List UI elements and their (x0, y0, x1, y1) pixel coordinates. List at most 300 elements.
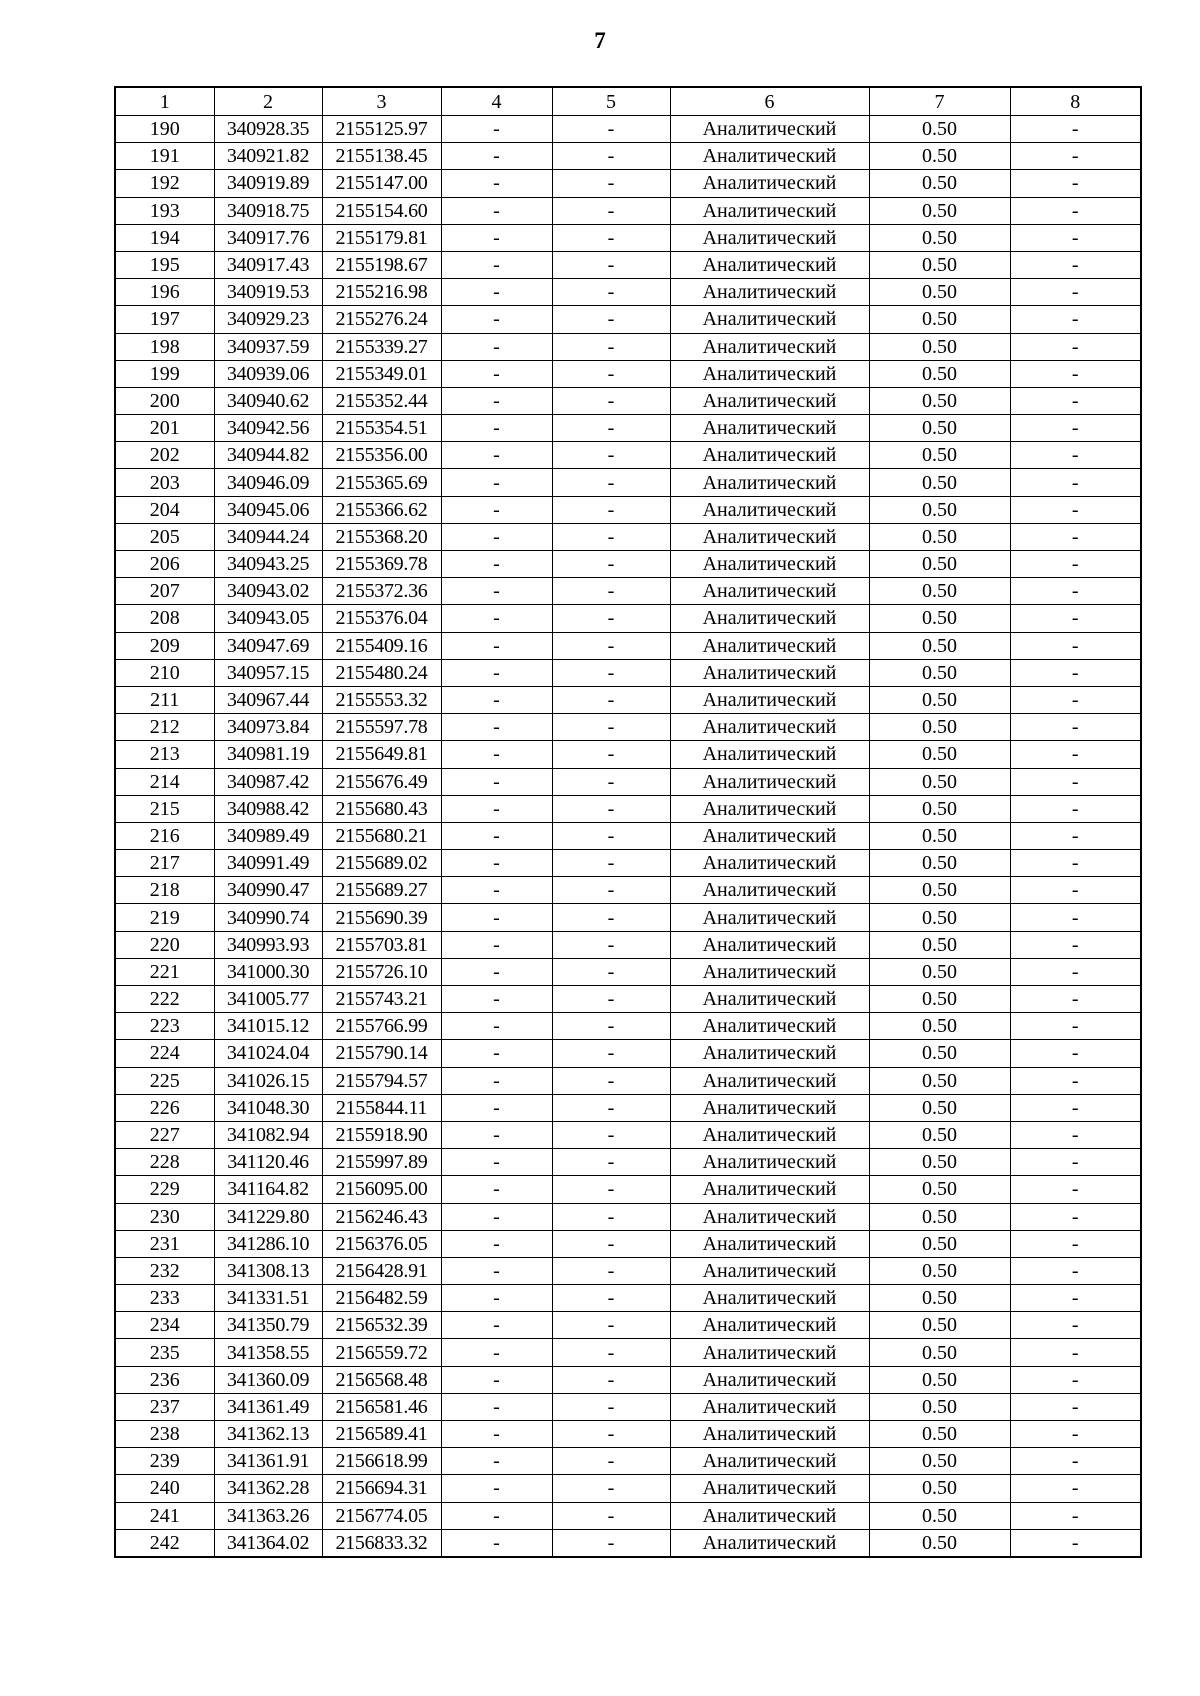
y-coordinate-cell: 2156568.48 (322, 1366, 441, 1393)
table-row (115, 306, 1141, 333)
col5-cell: - (552, 1230, 670, 1257)
point-number-cell: 204 (115, 496, 214, 523)
table-row (115, 1285, 1141, 1312)
y-coordinate-cell: 2156774.05 (322, 1502, 441, 1529)
col4-cell: - (441, 1502, 552, 1529)
x-coordinate-cell: 340993.93 (214, 931, 322, 958)
table-row (115, 442, 1141, 469)
col5-cell: - (552, 306, 670, 333)
point-number-cell: 230 (115, 1203, 214, 1230)
col8-cell: - (1010, 986, 1141, 1013)
col5-cell: - (552, 551, 670, 578)
y-coordinate-cell: 2155198.67 (322, 251, 441, 278)
x-coordinate-cell: 341308.13 (214, 1257, 322, 1284)
col5-cell: - (552, 904, 670, 931)
method-cell: Аналитический (670, 1312, 869, 1339)
y-coordinate-cell: 2155680.43 (322, 795, 441, 822)
table-row (115, 578, 1141, 605)
method-cell: Аналитический (670, 1040, 869, 1067)
x-coordinate-cell: 340945.06 (214, 496, 322, 523)
method-cell: Аналитический (670, 1421, 869, 1448)
col8-cell: - (1010, 523, 1141, 550)
col8-cell: - (1010, 605, 1141, 632)
col8-cell: - (1010, 714, 1141, 741)
point-number-cell: 201 (115, 415, 214, 442)
col5-cell: - (552, 632, 670, 659)
point-number-cell: 195 (115, 251, 214, 278)
col8-cell: - (1010, 1176, 1141, 1203)
col5-cell: - (552, 686, 670, 713)
col5-cell: - (552, 360, 670, 387)
col4-cell: - (441, 1285, 552, 1312)
col5-cell: - (552, 197, 670, 224)
table-row (115, 551, 1141, 578)
point-number-cell: 194 (115, 224, 214, 251)
y-coordinate-cell: 2156376.05 (322, 1230, 441, 1257)
method-cell: Аналитический (670, 1013, 869, 1040)
col8-cell: - (1010, 578, 1141, 605)
x-coordinate-cell: 340989.49 (214, 822, 322, 849)
y-coordinate-cell: 2155366.62 (322, 496, 441, 523)
x-coordinate-cell: 340937.59 (214, 333, 322, 360)
point-number-cell: 200 (115, 387, 214, 414)
accuracy-cell: 0.50 (869, 714, 1010, 741)
y-coordinate-cell: 2155352.44 (322, 387, 441, 414)
col5-cell: - (552, 251, 670, 278)
method-cell: Аналитический (670, 1176, 869, 1203)
table-row (115, 795, 1141, 822)
x-coordinate-cell: 341120.46 (214, 1149, 322, 1176)
col4-cell: - (441, 659, 552, 686)
table-row (115, 958, 1141, 985)
accuracy-cell: 0.50 (869, 1529, 1010, 1557)
method-cell: Аналитический (670, 1230, 869, 1257)
col4-cell: - (441, 1230, 552, 1257)
y-coordinate-cell: 2155676.49 (322, 768, 441, 795)
accuracy-cell: 0.50 (869, 1421, 1010, 1448)
column-header: 1 (115, 87, 214, 116)
x-coordinate-cell: 341229.80 (214, 1203, 322, 1230)
col4-cell: - (441, 1121, 552, 1148)
col4-cell: - (441, 1448, 552, 1475)
point-number-cell: 213 (115, 741, 214, 768)
accuracy-cell: 0.50 (869, 1203, 1010, 1230)
point-number-cell: 205 (115, 523, 214, 550)
y-coordinate-cell: 2156589.41 (322, 1421, 441, 1448)
accuracy-cell: 0.50 (869, 1393, 1010, 1420)
method-cell: Аналитический (670, 143, 869, 170)
table-row (115, 605, 1141, 632)
col4-cell: - (441, 1339, 552, 1366)
accuracy-cell: 0.50 (869, 931, 1010, 958)
point-number-cell: 198 (115, 333, 214, 360)
col4-cell: - (441, 333, 552, 360)
col4-cell: - (441, 931, 552, 958)
col8-cell: - (1010, 360, 1141, 387)
accuracy-cell: 0.50 (869, 279, 1010, 306)
accuracy-cell: 0.50 (869, 442, 1010, 469)
table-row (115, 279, 1141, 306)
accuracy-cell: 0.50 (869, 850, 1010, 877)
y-coordinate-cell: 2155125.97 (322, 116, 441, 143)
col5-cell: - (552, 1529, 670, 1557)
col4-cell: - (441, 1149, 552, 1176)
y-coordinate-cell: 2155997.89 (322, 1149, 441, 1176)
col4-cell: - (441, 822, 552, 849)
method-cell: Аналитический (670, 1366, 869, 1393)
col8-cell: - (1010, 795, 1141, 822)
table-row (115, 686, 1141, 713)
table-header (115, 87, 1141, 116)
y-coordinate-cell: 2155743.21 (322, 986, 441, 1013)
y-coordinate-cell: 2155276.24 (322, 306, 441, 333)
col8-cell: - (1010, 1257, 1141, 1284)
header-row (115, 87, 1141, 116)
accuracy-cell: 0.50 (869, 1312, 1010, 1339)
method-cell: Аналитический (670, 469, 869, 496)
x-coordinate-cell: 340929.23 (214, 306, 322, 333)
col5-cell: - (552, 1421, 670, 1448)
point-number-cell: 228 (115, 1149, 214, 1176)
col4-cell: - (441, 442, 552, 469)
col5-cell: - (552, 1067, 670, 1094)
accuracy-cell: 0.50 (869, 741, 1010, 768)
col4-cell: - (441, 1176, 552, 1203)
accuracy-cell: 0.50 (869, 659, 1010, 686)
col5-cell: - (552, 1149, 670, 1176)
col4-cell: - (441, 850, 552, 877)
y-coordinate-cell: 2156618.99 (322, 1448, 441, 1475)
method-cell: Аналитический (670, 1067, 869, 1094)
y-coordinate-cell: 2155372.36 (322, 578, 441, 605)
y-coordinate-cell: 2155844.11 (322, 1094, 441, 1121)
table-row (115, 931, 1141, 958)
x-coordinate-cell: 341364.02 (214, 1529, 322, 1557)
accuracy-cell: 0.50 (869, 1448, 1010, 1475)
accuracy-cell: 0.50 (869, 958, 1010, 985)
col4-cell: - (441, 251, 552, 278)
col8-cell: - (1010, 251, 1141, 278)
col8-cell: - (1010, 1421, 1141, 1448)
col5-cell: - (552, 1339, 670, 1366)
method-cell: Аналитический (670, 1502, 869, 1529)
accuracy-cell: 0.50 (869, 1502, 1010, 1529)
point-number-cell: 226 (115, 1094, 214, 1121)
method-cell: Аналитический (670, 360, 869, 387)
accuracy-cell: 0.50 (869, 251, 1010, 278)
col4-cell: - (441, 279, 552, 306)
col4-cell: - (441, 605, 552, 632)
y-coordinate-cell: 2155689.02 (322, 850, 441, 877)
method-cell: Аналитический (670, 1529, 869, 1557)
accuracy-cell: 0.50 (869, 822, 1010, 849)
y-coordinate-cell: 2155703.81 (322, 931, 441, 958)
col5-cell: - (552, 1121, 670, 1148)
col4-cell: - (441, 1366, 552, 1393)
col5-cell: - (552, 1203, 670, 1230)
col4-cell: - (441, 197, 552, 224)
y-coordinate-cell: 2156246.43 (322, 1203, 441, 1230)
table-row (115, 632, 1141, 659)
x-coordinate-cell: 341363.26 (214, 1502, 322, 1529)
method-cell: Аналитический (670, 1393, 869, 1420)
table-row (115, 822, 1141, 849)
col4-cell: - (441, 877, 552, 904)
y-coordinate-cell: 2155154.60 (322, 197, 441, 224)
x-coordinate-cell: 340957.15 (214, 659, 322, 686)
table-row (115, 768, 1141, 795)
point-number-cell: 239 (115, 1448, 214, 1475)
col4-cell: - (441, 795, 552, 822)
x-coordinate-cell: 340943.25 (214, 551, 322, 578)
point-number-cell: 197 (115, 306, 214, 333)
x-coordinate-cell: 340919.53 (214, 279, 322, 306)
y-coordinate-cell: 2155354.51 (322, 415, 441, 442)
col5-cell: - (552, 741, 670, 768)
table-row (115, 197, 1141, 224)
method-cell: Аналитический (670, 306, 869, 333)
coordinates-table (114, 86, 1142, 1558)
point-number-cell: 234 (115, 1312, 214, 1339)
table-row (115, 1013, 1141, 1040)
x-coordinate-cell: 340947.69 (214, 632, 322, 659)
col5-cell: - (552, 768, 670, 795)
method-cell: Аналитический (670, 904, 869, 931)
accuracy-cell: 0.50 (869, 1230, 1010, 1257)
y-coordinate-cell: 2156559.72 (322, 1339, 441, 1366)
col8-cell: - (1010, 1230, 1141, 1257)
method-cell: Аналитический (670, 850, 869, 877)
point-number-cell: 218 (115, 877, 214, 904)
y-coordinate-cell: 2155147.00 (322, 170, 441, 197)
table-row (115, 224, 1141, 251)
col4-cell: - (441, 1475, 552, 1502)
x-coordinate-cell: 341005.77 (214, 986, 322, 1013)
table-row (115, 1529, 1141, 1557)
method-cell: Аналитический (670, 605, 869, 632)
method-cell: Аналитический (670, 1339, 869, 1366)
col8-cell: - (1010, 1366, 1141, 1393)
accuracy-cell: 0.50 (869, 333, 1010, 360)
method-cell: Аналитический (670, 1203, 869, 1230)
col4-cell: - (441, 551, 552, 578)
accuracy-cell: 0.50 (869, 1094, 1010, 1121)
y-coordinate-cell: 2155689.27 (322, 877, 441, 904)
y-coordinate-cell: 2155216.98 (322, 279, 441, 306)
col4-cell: - (441, 224, 552, 251)
table-row (115, 904, 1141, 931)
accuracy-cell: 0.50 (869, 1121, 1010, 1148)
point-number-cell: 193 (115, 197, 214, 224)
x-coordinate-cell: 341350.79 (214, 1312, 322, 1339)
accuracy-cell: 0.50 (869, 496, 1010, 523)
col5-cell: - (552, 469, 670, 496)
table-row (115, 1040, 1141, 1067)
point-number-cell: 191 (115, 143, 214, 170)
col8-cell: - (1010, 850, 1141, 877)
accuracy-cell: 0.50 (869, 1257, 1010, 1284)
col4-cell: - (441, 1421, 552, 1448)
method-cell: Аналитический (670, 279, 869, 306)
col4-cell: - (441, 496, 552, 523)
y-coordinate-cell: 2155368.20 (322, 523, 441, 550)
method-cell: Аналитический (670, 741, 869, 768)
table-row (115, 1421, 1141, 1448)
col5-cell: - (552, 578, 670, 605)
col5-cell: - (552, 333, 670, 360)
col5-cell: - (552, 931, 670, 958)
method-cell: Аналитический (670, 116, 869, 143)
accuracy-cell: 0.50 (869, 170, 1010, 197)
col4-cell: - (441, 306, 552, 333)
col8-cell: - (1010, 822, 1141, 849)
x-coordinate-cell: 341360.09 (214, 1366, 322, 1393)
table-row (115, 1502, 1141, 1529)
accuracy-cell: 0.50 (869, 306, 1010, 333)
x-coordinate-cell: 340917.43 (214, 251, 322, 278)
accuracy-cell: 0.50 (869, 1475, 1010, 1502)
x-coordinate-cell: 340981.19 (214, 741, 322, 768)
col5-cell: - (552, 958, 670, 985)
method-cell: Аналитический (670, 877, 869, 904)
accuracy-cell: 0.50 (869, 1366, 1010, 1393)
col5-cell: - (552, 1502, 670, 1529)
y-coordinate-cell: 2156833.32 (322, 1529, 441, 1557)
y-coordinate-cell: 2156581.46 (322, 1393, 441, 1420)
table-row (115, 1067, 1141, 1094)
col5-cell: - (552, 1285, 670, 1312)
col5-cell: - (552, 605, 670, 632)
col4-cell: - (441, 1257, 552, 1284)
point-number-cell: 221 (115, 958, 214, 985)
accuracy-cell: 0.50 (869, 904, 1010, 931)
x-coordinate-cell: 341015.12 (214, 1013, 322, 1040)
point-number-cell: 196 (115, 279, 214, 306)
point-number-cell: 212 (115, 714, 214, 741)
point-number-cell: 215 (115, 795, 214, 822)
col8-cell: - (1010, 1502, 1141, 1529)
accuracy-cell: 0.50 (869, 360, 1010, 387)
table-row (115, 1339, 1141, 1366)
y-coordinate-cell: 2155680.21 (322, 822, 441, 849)
table-row (115, 387, 1141, 414)
point-number-cell: 240 (115, 1475, 214, 1502)
y-coordinate-cell: 2155790.14 (322, 1040, 441, 1067)
col8-cell: - (1010, 1475, 1141, 1502)
accuracy-cell: 0.50 (869, 632, 1010, 659)
x-coordinate-cell: 340967.44 (214, 686, 322, 713)
x-coordinate-cell: 341286.10 (214, 1230, 322, 1257)
point-number-cell: 192 (115, 170, 214, 197)
table-row (115, 170, 1141, 197)
column-header: 8 (1010, 87, 1141, 116)
page-number: 7 (594, 28, 606, 53)
accuracy-cell: 0.50 (869, 1013, 1010, 1040)
col8-cell: - (1010, 143, 1141, 170)
x-coordinate-cell: 340991.49 (214, 850, 322, 877)
col5-cell: - (552, 1393, 670, 1420)
table-row (115, 1366, 1141, 1393)
method-cell: Аналитический (670, 659, 869, 686)
col8-cell: - (1010, 904, 1141, 931)
col8-cell: - (1010, 632, 1141, 659)
method-cell: Аналитический (670, 1475, 869, 1502)
table-row (115, 469, 1141, 496)
y-coordinate-cell: 2155376.04 (322, 605, 441, 632)
x-coordinate-cell: 341362.13 (214, 1421, 322, 1448)
point-number-cell: 233 (115, 1285, 214, 1312)
method-cell: Аналитический (670, 1257, 869, 1284)
y-coordinate-cell: 2155409.16 (322, 632, 441, 659)
col8-cell: - (1010, 224, 1141, 251)
table-row (115, 1203, 1141, 1230)
accuracy-cell: 0.50 (869, 469, 1010, 496)
y-coordinate-cell: 2156694.31 (322, 1475, 441, 1502)
accuracy-cell: 0.50 (869, 523, 1010, 550)
point-number-cell: 208 (115, 605, 214, 632)
col4-cell: - (441, 958, 552, 985)
x-coordinate-cell: 341358.55 (214, 1339, 322, 1366)
accuracy-cell: 0.50 (869, 116, 1010, 143)
table-row (115, 333, 1141, 360)
col5-cell: - (552, 170, 670, 197)
col4-cell: - (441, 116, 552, 143)
table-row (115, 360, 1141, 387)
table-row (115, 1230, 1141, 1257)
col4-cell: - (441, 1040, 552, 1067)
col4-cell: - (441, 578, 552, 605)
col8-cell: - (1010, 116, 1141, 143)
col8-cell: - (1010, 931, 1141, 958)
table-row (115, 741, 1141, 768)
table-row (115, 251, 1141, 278)
x-coordinate-cell: 340928.35 (214, 116, 322, 143)
x-coordinate-cell: 341361.91 (214, 1448, 322, 1475)
x-coordinate-cell: 340946.09 (214, 469, 322, 496)
y-coordinate-cell: 2155766.99 (322, 1013, 441, 1040)
table-row (115, 1312, 1141, 1339)
point-number-cell: 223 (115, 1013, 214, 1040)
point-number-cell: 214 (115, 768, 214, 795)
column-header: 4 (441, 87, 552, 116)
col5-cell: - (552, 1257, 670, 1284)
table-row (115, 1448, 1141, 1475)
col8-cell: - (1010, 1285, 1141, 1312)
col8-cell: - (1010, 1203, 1141, 1230)
col5-cell: - (552, 1094, 670, 1121)
x-coordinate-cell: 341331.51 (214, 1285, 322, 1312)
col8-cell: - (1010, 1013, 1141, 1040)
accuracy-cell: 0.50 (869, 768, 1010, 795)
x-coordinate-cell: 340919.89 (214, 170, 322, 197)
y-coordinate-cell: 2155480.24 (322, 659, 441, 686)
method-cell: Аналитический (670, 795, 869, 822)
x-coordinate-cell: 340990.74 (214, 904, 322, 931)
col8-cell: - (1010, 741, 1141, 768)
col5-cell: - (552, 143, 670, 170)
accuracy-cell: 0.50 (869, 578, 1010, 605)
method-cell: Аналитический (670, 170, 869, 197)
column-header: 3 (322, 87, 441, 116)
col8-cell: - (1010, 197, 1141, 224)
x-coordinate-cell: 340943.05 (214, 605, 322, 632)
point-number-cell: 235 (115, 1339, 214, 1366)
col8-cell: - (1010, 1448, 1141, 1475)
column-header: 2 (214, 87, 322, 116)
col8-cell: - (1010, 1067, 1141, 1094)
x-coordinate-cell: 341024.04 (214, 1040, 322, 1067)
point-number-cell: 209 (115, 632, 214, 659)
